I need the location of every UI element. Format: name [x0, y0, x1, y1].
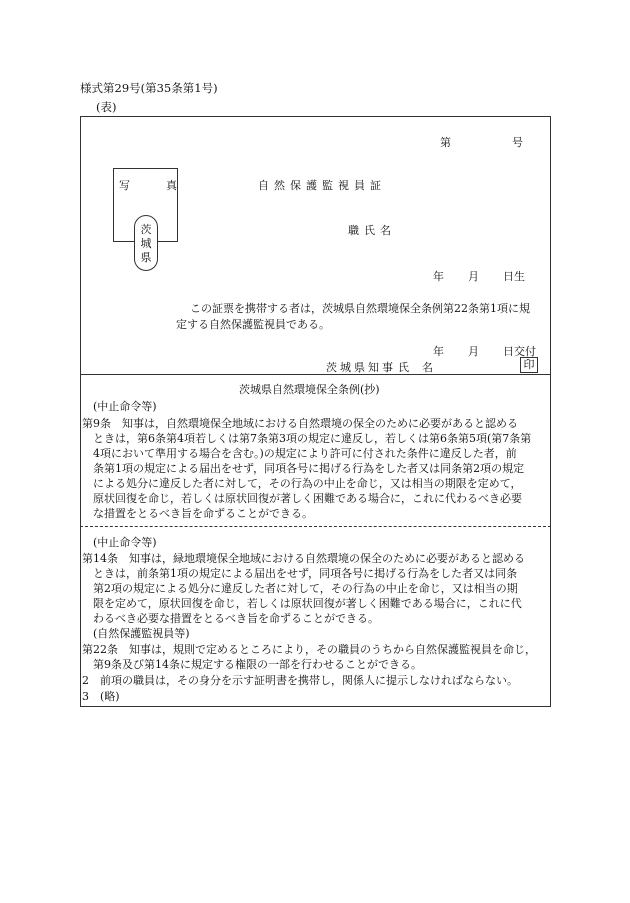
section-divider	[80, 526, 551, 527]
photo-label-shin: 真	[166, 179, 177, 192]
section2-line-5: わるべき必要な措置をとるべき旨を命ずることができる。	[93, 612, 379, 625]
name-shi: 氏	[398, 361, 409, 374]
section2-heading-2: (自然保護監視員等)	[93, 627, 190, 640]
issue-month: 月	[468, 345, 479, 358]
section1-line-5: による処分に違反した者に対して，その行為の中止を命じ，又は相当の期限を定めて，	[93, 477, 522, 490]
section1-line-6: 原状回復を命じ，若しくは原状回復が著しく困難である場合に，これに代わるべき必要	[93, 492, 522, 505]
excerpt-title: 茨城県自然環境保全条例(抄)	[239, 383, 380, 396]
section1-heading: (中止命令等)	[93, 400, 157, 413]
birth-month: 月	[468, 270, 479, 283]
section2-heading-1: (中止命令等)	[93, 536, 157, 549]
section2-line-9: 3 (略)	[82, 690, 120, 703]
seal-stamp: 印	[520, 357, 538, 373]
photo-label-sha: 写	[119, 179, 130, 192]
section2-line-7: 第9条及び第14条に規定する権限の一部を行わせることができる。	[93, 658, 422, 671]
seal-char-1: 茨	[140, 223, 152, 236]
seal-char-3: 県	[140, 251, 152, 264]
statement-line-1: この証票を携帯する者は，茨城県自然環境保全条例第22条第1項に規	[190, 302, 530, 315]
position-name-label: 職氏名	[348, 224, 396, 237]
section1-line-4: 条第1項の規定による届出をせず，同項各号に掲げる行為をした者又は同条第2項の規定	[93, 462, 525, 475]
card-title: 自然保護監視員証	[258, 179, 386, 192]
section1-line-7: な措置をとるべき旨を命ずることができる。	[93, 507, 313, 520]
front-divider	[80, 374, 551, 375]
section1-line-1: 第9条 知事は，自然環境保全地域における自然環境の保全のために必要があると認める	[82, 417, 518, 430]
prefecture-seal	[134, 215, 158, 271]
number-go: 号	[512, 136, 523, 149]
number-dai: 第	[440, 136, 451, 149]
section2-line-6: 第22条 知事は，規則で定めるところにより，その職員のうちから自然保護監視員を命じ，	[82, 643, 536, 656]
birth-year: 年	[433, 270, 444, 283]
side-label: (表)	[96, 100, 117, 114]
issue-year: 年	[433, 345, 444, 358]
statement-line-2: 定する自然保護監視員である。	[176, 318, 330, 331]
issue-day: 日交付	[503, 345, 536, 358]
birth-day: 日生	[503, 270, 525, 283]
section2-line-3: 第2項の規定による処分に違反した者に対して，その行為の中止を命じ，又は相当の期	[93, 582, 518, 595]
seal-char-2: 城	[140, 237, 152, 250]
section1-line-3: 4項において準用する場合を含む。)の規定により許可に付された条件に違反した者，前	[93, 447, 517, 460]
form-number: 様式第29号(第35条第1号)	[80, 81, 218, 95]
section2-line-2: ときは，前条第1項の規定による届出をせず，同項各号に掲げる行為をした者又は同条	[93, 567, 518, 580]
name-mei: 名	[422, 361, 433, 374]
section2-line-8: 2 前項の職員は，その身分を示す証明書を携帯し，関係人に提示しなければならない。	[82, 674, 518, 687]
section2-line-1: 第14条 知事は，緑地環境保全地域における自然環境の保全のために必要があると認める	[82, 552, 525, 565]
governor-label: 茨城県知事	[326, 361, 396, 374]
section1-line-2: ときは，第6条第4項若しくは第7条第3項の規定に違反し，若しくは第6条第5項(第7条第	[93, 432, 532, 445]
section2-line-4: 限を定めて，原状回復を命じ，若しくは原状回復が著しく困難である場合に，これに代	[93, 597, 522, 610]
